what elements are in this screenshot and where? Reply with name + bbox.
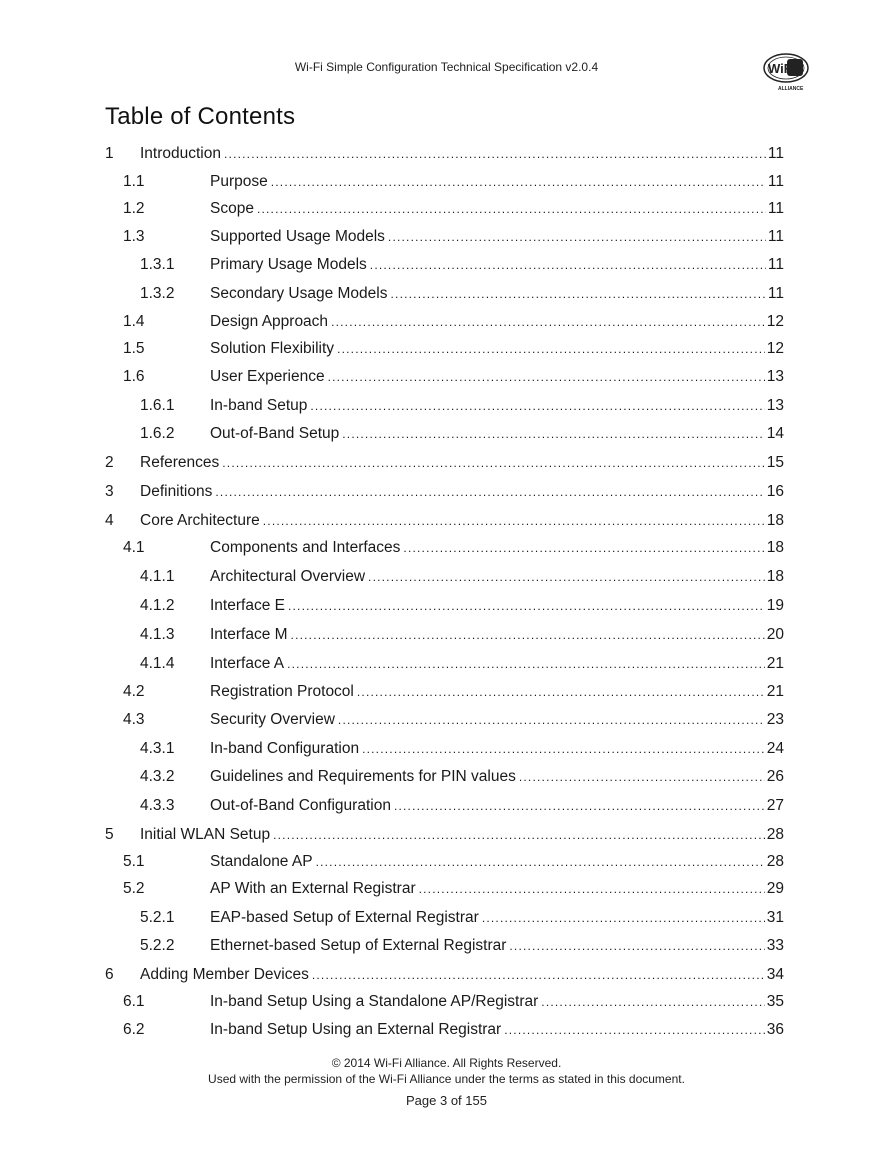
dot-leader [357,681,765,703]
toc-entry-link[interactable] [210,991,784,1013]
toc-entry[interactable] [0,143,893,165]
dot-leader [287,653,765,675]
toc-entry-link[interactable] [210,851,784,873]
toc-entry-label: In-band Setup Using a Standalone AP/Registrar [210,993,539,1010]
dot-leader [391,283,766,305]
toc-entry-link[interactable] [210,766,784,788]
toc-entry-label: Components and Interfaces [210,539,401,556]
toc-entry-page: 24 [766,740,784,757]
toc-entry-link[interactable] [210,283,784,305]
toc-entry-label: In-band Setup Using an External Registrar [210,1021,502,1038]
toc-entry-link[interactable] [210,653,784,675]
toc-entry[interactable] [0,283,893,305]
dot-leader [519,766,765,788]
toc-entry[interactable] [0,510,893,532]
toc-entry-page: 21 [766,683,784,700]
toc-entry-link[interactable] [210,537,784,559]
toc-entry-label: Scope [210,200,254,217]
toc-entry-link[interactable] [210,311,784,333]
toc-entry-label: Solution Flexibility [210,340,335,357]
toc-entry-link[interactable] [210,338,784,360]
toc-entry-link[interactable] [210,681,784,703]
toc-entry[interactable] [0,566,893,588]
toc-entry-link[interactable] [210,171,784,193]
toc-entry-number: 6 [105,966,114,983]
toc-entry-number: 1.4 [123,313,145,330]
toc-entry[interactable] [0,795,893,817]
toc-entry-number: 6.1 [123,993,145,1010]
toc-entry-link[interactable] [210,395,784,417]
toc-entry-label: Interface E [210,597,285,614]
dot-leader [222,452,764,474]
toc-entry-link[interactable] [210,198,784,220]
toc-entry[interactable] [0,198,893,220]
toc-entry-label: Registration Protocol [210,683,354,700]
toc-entry-label: Adding Member Devices [140,966,309,983]
toc-heading: Table of Contents [105,103,296,130]
toc-entry[interactable] [0,766,893,788]
dot-leader [370,254,766,276]
toc-entry-label: Design Approach [210,313,329,330]
toc-entry-page: 33 [766,937,784,954]
toc-entry-page: 12 [766,340,784,357]
toc-entry-number: 4.1.2 [140,597,175,614]
toc-entry-label: Definitions [140,483,213,500]
toc-entry[interactable] [0,964,893,986]
toc-entry-number: 1.6 [123,368,145,385]
toc-entry[interactable] [0,935,893,957]
page-footer [0,1055,893,1109]
toc-entry-number: 6.2 [123,1021,145,1038]
toc-entry-number: 4.1 [123,539,145,556]
toc-entry-page: 34 [766,966,784,983]
toc-entry-number: 4.3.1 [140,740,175,757]
dot-leader [312,964,765,986]
toc-entry-label: Ethernet-based Setup of External Registrar [210,937,507,954]
toc-entry-number: 4.3.2 [140,768,175,785]
toc-entry-number: 5.2 [123,880,145,897]
dot-leader [273,824,765,846]
toc-entry-number: 1.3 [123,228,145,245]
toc-entry[interactable] [0,254,893,276]
toc-entry-link[interactable] [140,510,784,532]
dot-leader [541,991,764,1013]
toc-entry-page: 36 [766,1021,784,1038]
dot-leader [342,423,765,445]
copyright-notice: © 2014 Wi-Fi Alliance. All Rights Reserved. [331,1056,562,1070]
toc-entry-page: 18 [766,539,784,556]
toc-entry-page: 18 [766,512,784,529]
dot-leader [224,143,766,165]
dot-leader [482,907,765,929]
toc-entry[interactable] [0,991,893,1013]
toc-entry-number: 5.2.1 [140,909,175,926]
toc-entry-number: 1.6.2 [140,425,175,442]
dot-leader [257,198,766,220]
toc-entry-label: Initial WLAN Setup [140,826,271,843]
toc-entry-label: Interface M [210,626,288,643]
toc-entry-page: 28 [766,853,784,870]
toc-entry[interactable] [0,709,893,731]
toc-entry-link[interactable] [210,795,784,817]
toc-entry-number: 1.6.1 [140,397,175,414]
toc-entry[interactable] [0,395,893,417]
toc-entry[interactable] [0,878,893,900]
toc-entry-page: 15 [766,454,784,471]
toc-entry-label: Purpose [210,173,268,190]
toc-entry-number: 4 [105,512,114,529]
toc-entry-number: 4.2 [123,683,145,700]
toc-entry-page: 23 [766,711,784,728]
toc-entry[interactable] [0,423,893,445]
toc-entry-number: 1.1 [123,173,145,190]
toc-entry-number: 5 [105,826,114,843]
toc-entry-number: 1 [105,145,114,162]
toc-entry-label: Primary Usage Models [210,256,367,273]
toc-entry-number: 1.3.1 [140,256,175,273]
toc-entry-page: 12 [766,313,784,330]
toc-entry-link[interactable] [210,878,784,900]
toc-entry-label: References [140,454,220,471]
toc-entry-number: 1.5 [123,340,145,357]
toc-entry-link[interactable] [210,1019,784,1041]
toc-entry-number: 4.3 [123,711,145,728]
permission-notice: Used with the permission of the Wi-Fi Alliance under the terms as stated in this document. [208,1072,685,1086]
toc-entry-label: Core Architecture [140,512,260,529]
toc-entry-link[interactable] [140,481,784,503]
dot-leader [291,624,765,646]
toc-entry[interactable] [0,366,893,388]
toc-entry-number: 1.3.2 [140,285,175,302]
dot-leader [504,1019,765,1041]
dot-leader [331,311,765,333]
dot-leader [338,709,765,731]
toc-entry-number: 5.2.2 [140,937,175,954]
document-title: Wi-Fi Simple Configuration Technical Specification v2.0.4 [294,60,599,74]
toc-entry[interactable] [0,738,893,760]
dot-leader [368,566,765,588]
toc-entry-label: EAP-based Setup of External Registrar [210,909,479,926]
toc-entry-link[interactable] [210,624,784,646]
toc-entry-number: 4.1.1 [140,568,175,585]
toc-entry-link[interactable] [210,738,784,760]
toc-entry-label: Secondary Usage Models [210,285,388,302]
toc-entry-label: Architectural Overview [210,568,366,585]
toc-entry-page: 11 [767,285,784,302]
toc-entry-label: Introduction [140,145,221,162]
toc-entry-page: 11 [767,228,784,245]
toc-entry-page: 11 [767,145,784,162]
toc-entry-page: 13 [766,368,784,385]
toc-entry[interactable] [0,481,893,503]
toc-entry-link[interactable] [140,824,784,846]
toc-entry-page: 16 [766,483,784,500]
toc-entry[interactable] [0,851,893,873]
toc-entry-link[interactable] [210,226,784,248]
toc-entry-label: Out-of-Band Configuration [210,797,391,814]
dot-leader [403,537,764,559]
toc-entry-link[interactable] [210,595,784,617]
page-number: Page 3 of 155 [406,1093,487,1108]
dot-leader [394,795,765,817]
dot-leader [263,510,765,532]
toc-entry-number: 5.1 [123,853,145,870]
dot-leader [362,738,765,760]
toc-entry-label: Interface A [210,655,285,672]
toc-entry-label: Out-of-Band Setup [210,425,340,442]
toc-entry-link[interactable] [140,143,784,165]
toc-entry-link[interactable] [140,964,784,986]
toc-entry-number: 4.1.4 [140,655,175,672]
dot-leader [509,935,764,957]
dot-leader [288,595,765,617]
toc-entry-label: AP With an External Registrar [210,880,416,897]
toc-entry-link[interactable] [210,907,784,929]
toc-entry-number: 1.2 [123,200,145,217]
toc-entry-number: 4.1.3 [140,626,175,643]
toc-entry[interactable] [0,824,893,846]
toc-entry-label: Supported Usage Models [210,228,385,245]
toc-entry[interactable] [0,338,893,360]
dot-leader [310,395,764,417]
toc-entry[interactable] [0,907,893,929]
toc-entry-link[interactable] [140,452,784,474]
toc-entry[interactable] [0,595,893,617]
toc-entry-page: 11 [767,256,784,273]
toc-entry-link[interactable] [210,935,784,957]
toc-entry-page: 11 [767,200,784,217]
toc-entry-number: 4.3.3 [140,797,175,814]
dot-leader [316,851,765,873]
svg-text:ALLIANCE: ALLIANCE [778,86,804,92]
toc-entry-link[interactable] [210,709,784,731]
toc-entry-page: 28 [766,826,784,843]
toc-entry-page: 11 [767,173,784,190]
svg-text:WiFi: WiFi [768,61,796,76]
toc-entry-page: 13 [766,397,784,414]
toc-entry-label: Standalone AP [210,853,313,870]
toc-entry-number: 2 [105,454,114,471]
dot-leader [215,481,764,503]
toc-entry[interactable] [0,452,893,474]
toc-entry-page: 31 [766,909,784,926]
toc-entry-label: In-band Setup [210,397,308,414]
toc-entry-page: 18 [766,568,784,585]
toc-entry-label: Security Overview [210,711,335,728]
dot-leader [388,226,766,248]
toc-entry-label: User Experience [210,368,325,385]
toc-entry-page: 14 [766,425,784,442]
dot-leader [337,338,765,360]
wifi-alliance-logo [760,50,812,92]
dot-leader [328,366,765,388]
toc-entry-page: 27 [766,797,784,814]
toc-entry-page: 35 [766,993,784,1010]
toc-entry-label: Guidelines and Requirements for PIN values [210,768,516,785]
toc-entry-page: 19 [766,597,784,614]
toc-entry-number: 3 [105,483,114,500]
dot-leader [271,171,766,193]
dot-leader [419,878,765,900]
toc-entry-link[interactable] [210,566,784,588]
toc-entry-link[interactable] [210,423,784,445]
toc-entry[interactable] [0,624,893,646]
toc-entry[interactable] [0,653,893,675]
toc-entry-page: 21 [766,655,784,672]
toc-entry-page: 26 [766,768,784,785]
toc-entry[interactable] [0,171,893,193]
toc-entry-page: 29 [766,880,784,897]
toc-entry-link[interactable] [210,254,784,276]
toc-entry[interactable] [0,311,893,333]
toc-entry-label: In-band Configuration [210,740,360,757]
toc-entry[interactable] [0,537,893,559]
toc-entry-page: 20 [766,626,784,643]
toc-entry[interactable] [0,226,893,248]
toc-entry[interactable] [0,681,893,703]
toc-entry-link[interactable] [210,366,784,388]
toc-entry[interactable] [0,1019,893,1041]
